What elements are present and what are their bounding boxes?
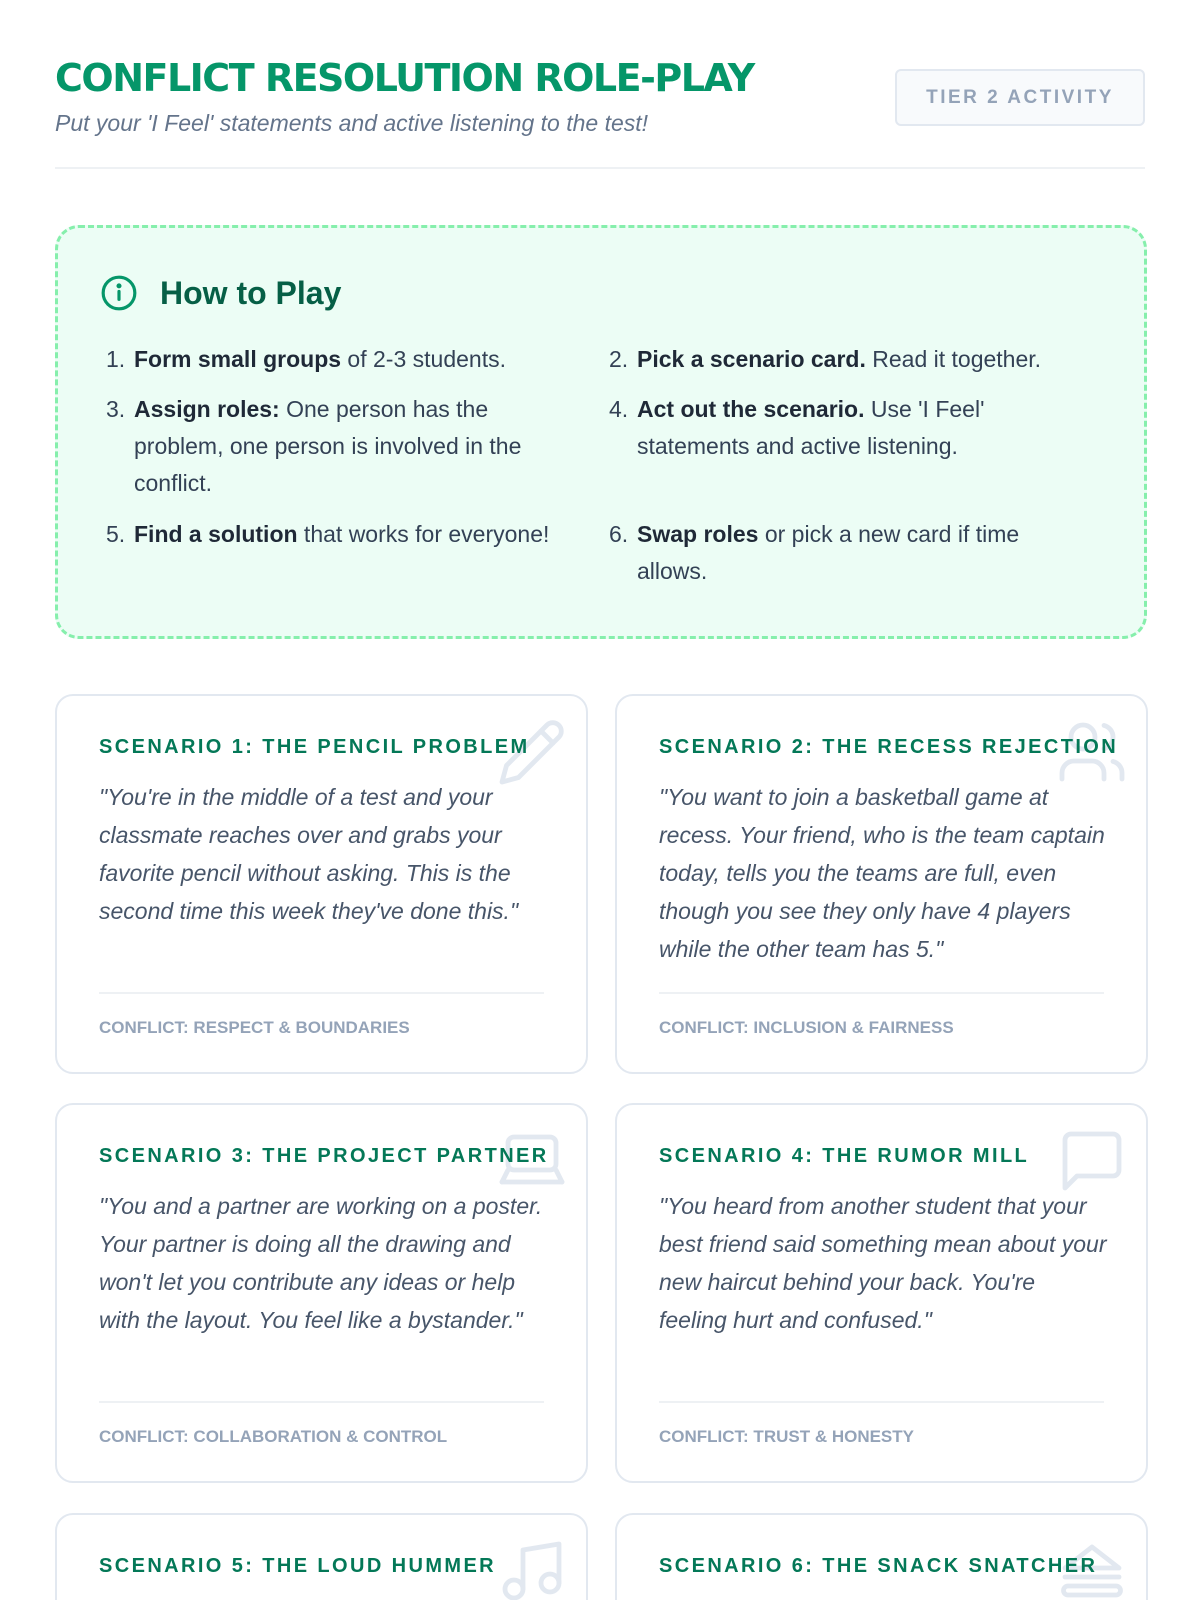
scenario-text: "You want to join a basketball game at recess. Your friend, who is the team captain today, tells you the teams are full, even though you see they only have 4 players while the other team has 5." [659, 784, 1105, 962]
conflict-tag: CONFLICT: COLLABORATION & CONTROL [99, 1427, 448, 1446]
divider [659, 992, 1104, 994]
step-item [106, 391, 581, 502]
scenario-title: SCENARIO 4: THE RUMOR MILL [659, 1145, 1030, 1167]
scenario-title: SCENARIO 5: THE LOUD HUMMER [99, 1555, 497, 1577]
step-number: 2. [609, 346, 629, 372]
tier-badge: TIER 2 ACTIVITY [895, 69, 1145, 126]
scenario-title: SCENARIO 6: THE SNACK SNATCHER [659, 1555, 1098, 1577]
scenario-card[interactable] [615, 1103, 1148, 1483]
step-text: that works for everyone! [297, 521, 550, 547]
conflict-tag: CONFLICT: INCLUSION & FAIRNESS [659, 1018, 954, 1037]
step-item [106, 516, 581, 553]
scenario-card[interactable] [55, 694, 588, 1074]
step-number: 3. [106, 396, 126, 422]
how-to-play-panel [55, 225, 1147, 639]
conflict-tag: CONFLICT: TRUST & HONESTY [659, 1427, 914, 1446]
step-text: or pick a new card if time allows. [637, 521, 1020, 584]
step-item [609, 341, 1084, 378]
info-icon [100, 274, 138, 312]
scenario-title: SCENARIO 3: THE PROJECT PARTNER [99, 1145, 549, 1167]
divider [659, 1401, 1104, 1403]
step-bold: Assign roles: [134, 396, 280, 422]
music-icon [496, 1535, 568, 1600]
step-number: 4. [609, 396, 629, 422]
step-text: of 2-3 students. [341, 346, 506, 372]
how-to-play-heading [100, 274, 341, 312]
divider [99, 992, 544, 994]
scenario-card[interactable] [55, 1103, 588, 1483]
step-bold: Pick a scenario card. [637, 346, 866, 372]
step-item [106, 341, 581, 378]
scenario-text: "You heard from another student that your best friend said something mean about your new haircut behind your back. You're feeling hurt and confused." [659, 1193, 1107, 1333]
step-item [609, 391, 1084, 465]
scenario-text: "You're in the middle of a test and your classmate reaches over and grabs your favorite pencil without asking. This is the second time this week they've done this." [99, 784, 519, 924]
scenario-text: "You and a partner are working on a poster. Your partner is doing all the drawing and won't let you contribute any ideas or help with the layout. You feel like a bystander." [99, 1193, 543, 1333]
scenario-title: SCENARIO 2: THE RECESS REJECTION [659, 736, 1119, 758]
page-subtitle: Put your 'I Feel' statements and active listening to the test! [55, 110, 649, 136]
step-bold: Find a solution [134, 521, 298, 547]
scenario-card[interactable] [55, 1513, 588, 1600]
step-item [609, 516, 1084, 590]
page-title: CONFLICT RESOLUTION ROLE-PLAY [55, 56, 754, 100]
step-bold: Swap roles [637, 521, 759, 547]
step-bold: Form small groups [134, 346, 342, 372]
how-to-play-title: How to Play [160, 274, 342, 311]
conflict-tag: CONFLICT: RESPECT & BOUNDARIES [99, 1018, 410, 1037]
step-number: 1. [106, 346, 126, 372]
step-text: One person has the problem, one person is involved in the conflict. [134, 396, 522, 496]
scenario-card[interactable] [615, 1513, 1148, 1600]
step-number: 6. [609, 521, 629, 547]
divider [99, 1401, 544, 1403]
step-bold: Act out the scenario. [637, 396, 865, 422]
step-text: Use 'I Feel' statements and active listening. [637, 396, 985, 459]
scenario-title: SCENARIO 1: THE PENCIL PROBLEM [99, 736, 530, 758]
step-number: 5. [106, 521, 126, 547]
scenario-card[interactable] [615, 694, 1148, 1074]
page-header [55, 0, 1145, 169]
step-text: Read it together. [865, 346, 1042, 372]
